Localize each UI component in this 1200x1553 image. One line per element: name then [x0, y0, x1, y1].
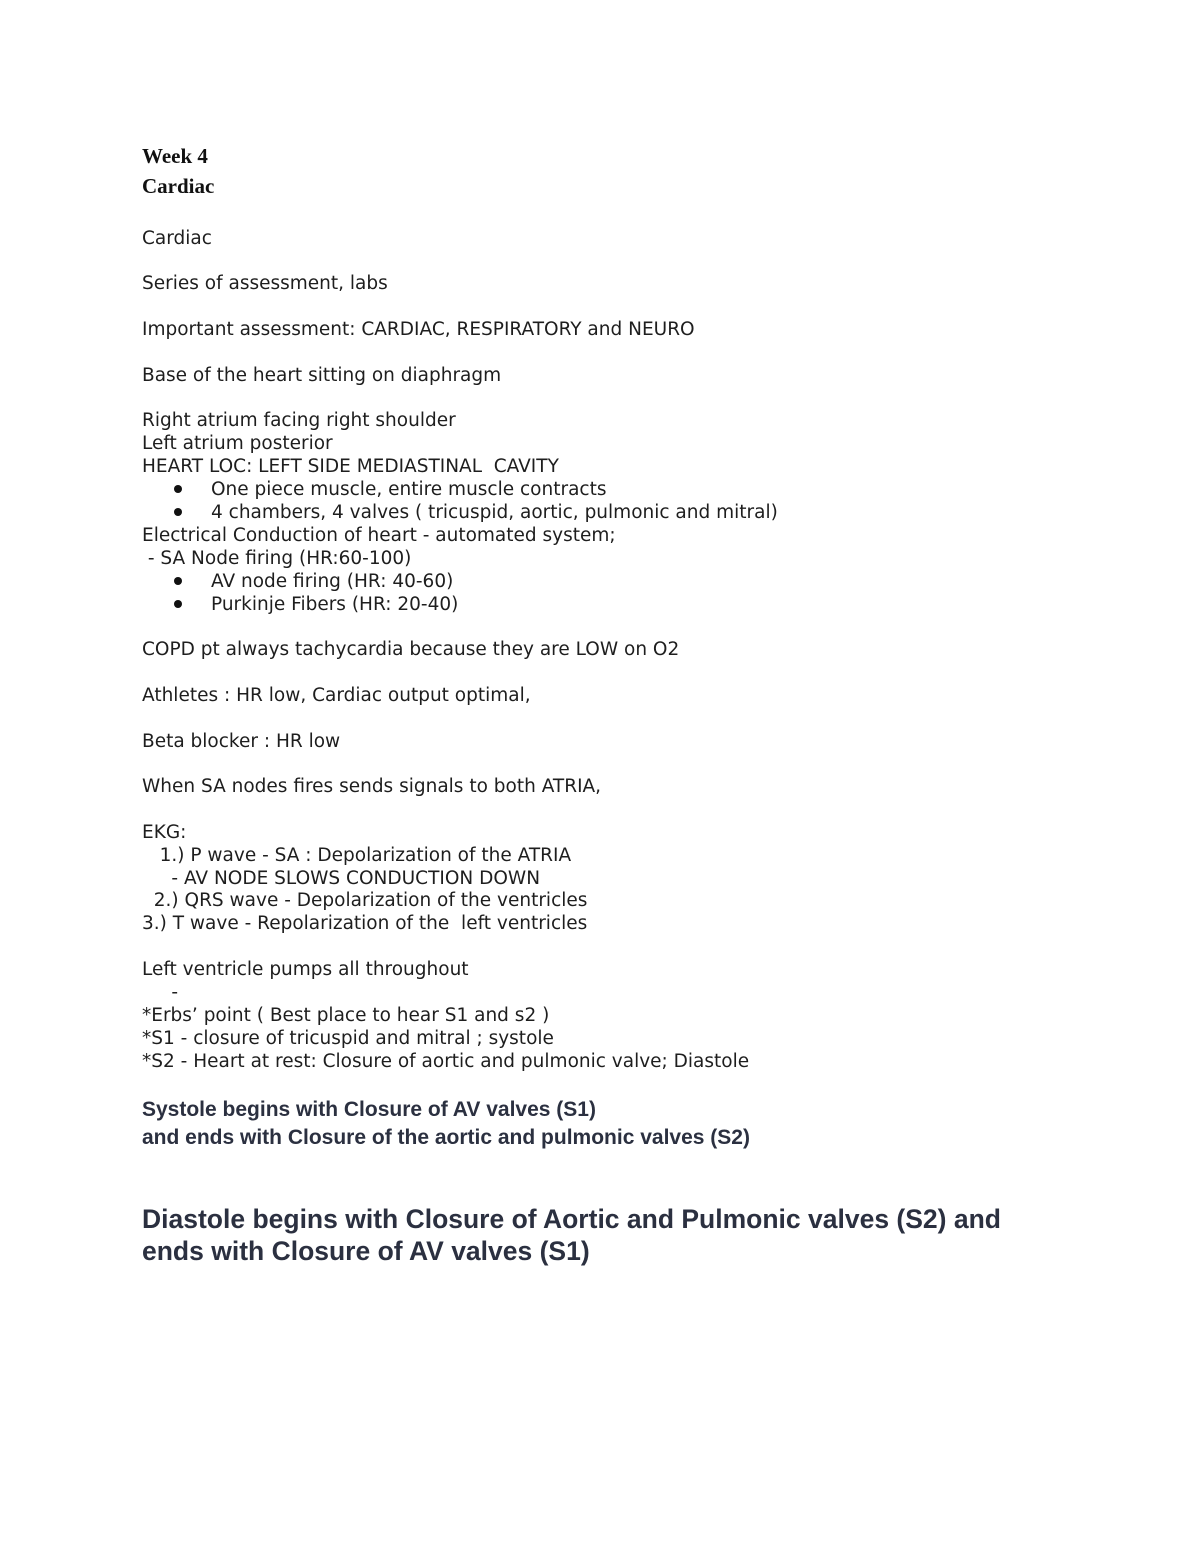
- text-line: - SA Node firing (HR:60-100): [142, 548, 412, 569]
- topic-heading: Cardiac: [142, 174, 215, 198]
- bullet-icon: [174, 600, 182, 608]
- text-line: When SA nodes fires sends signals to both ATRIA,: [142, 776, 602, 797]
- text-line: HEART LOC: LEFT SIDE MEDIASTINAL CAVITY: [142, 456, 559, 477]
- bullet-item: 4 chambers, 4 valves ( tricuspid, aortic, pulmonic and mitral): [211, 502, 778, 523]
- text-line: Important assessment: CARDIAC, RESPIRATORY and NEURO: [142, 319, 695, 340]
- text-line: *S1 - closure of tricuspid and mitral ; systole: [142, 1028, 554, 1049]
- bullet-icon: [174, 485, 182, 493]
- text-line: *Erbs’ point ( Best place to hear S1 and s2 ): [142, 1005, 550, 1026]
- text-line: Athletes : HR low, Cardiac output optimal,: [142, 685, 531, 706]
- text-line: Left atrium posterior: [142, 433, 333, 454]
- text-line: Left ventricle pumps all throughout: [142, 959, 469, 980]
- text-line: Right atrium facing right shoulder: [142, 410, 456, 431]
- bullet-item: One piece muscle, entire muscle contracts: [211, 479, 607, 500]
- diastole-heading-line2: ends with Closure of AV valves (S1): [142, 1236, 590, 1266]
- text-line: 2.) QRS wave - Depolarization of the ventricles: [142, 890, 588, 911]
- text-line: 3.) T wave - Repolarization of the left ventricles: [142, 913, 588, 934]
- text-line: Electrical Conduction of heart - automated system;: [142, 525, 616, 546]
- text-line: Series of assessment, labs: [142, 273, 388, 294]
- text-line: -: [142, 982, 179, 1003]
- systole-heading-line2: and ends with Closure of the aortic and pulmonic valves (S2): [142, 1126, 750, 1149]
- text-line: Cardiac: [142, 228, 212, 249]
- diastole-heading: Diastole begins with Closure of Aortic and Pulmonic valves (S2) and: [142, 1204, 1001, 1234]
- text-line: Beta blocker : HR low: [142, 731, 341, 752]
- systole-heading: Systole begins with Closure of AV valves (S1): [142, 1098, 596, 1121]
- week-heading: Week 4: [142, 144, 208, 168]
- bullet-item: Purkinje Fibers (HR: 20-40): [211, 594, 459, 615]
- text-line: EKG:: [142, 822, 187, 843]
- bullet-icon: [174, 577, 182, 585]
- bullet-icon: [174, 508, 182, 516]
- text-line: Base of the heart sitting on diaphragm: [142, 365, 502, 386]
- text-line: 1.) P wave - SA : Depolarization of the ATRIA: [142, 845, 572, 866]
- text-line: COPD pt always tachycardia because they are LOW on O2: [142, 639, 680, 660]
- bullet-item: AV node firing (HR: 40-60): [211, 571, 454, 592]
- text-line: - AV NODE SLOWS CONDUCTION DOWN: [142, 868, 541, 889]
- text-line: *S2 - Heart at rest: Closure of aortic and pulmonic valve; Diastole: [142, 1051, 750, 1072]
